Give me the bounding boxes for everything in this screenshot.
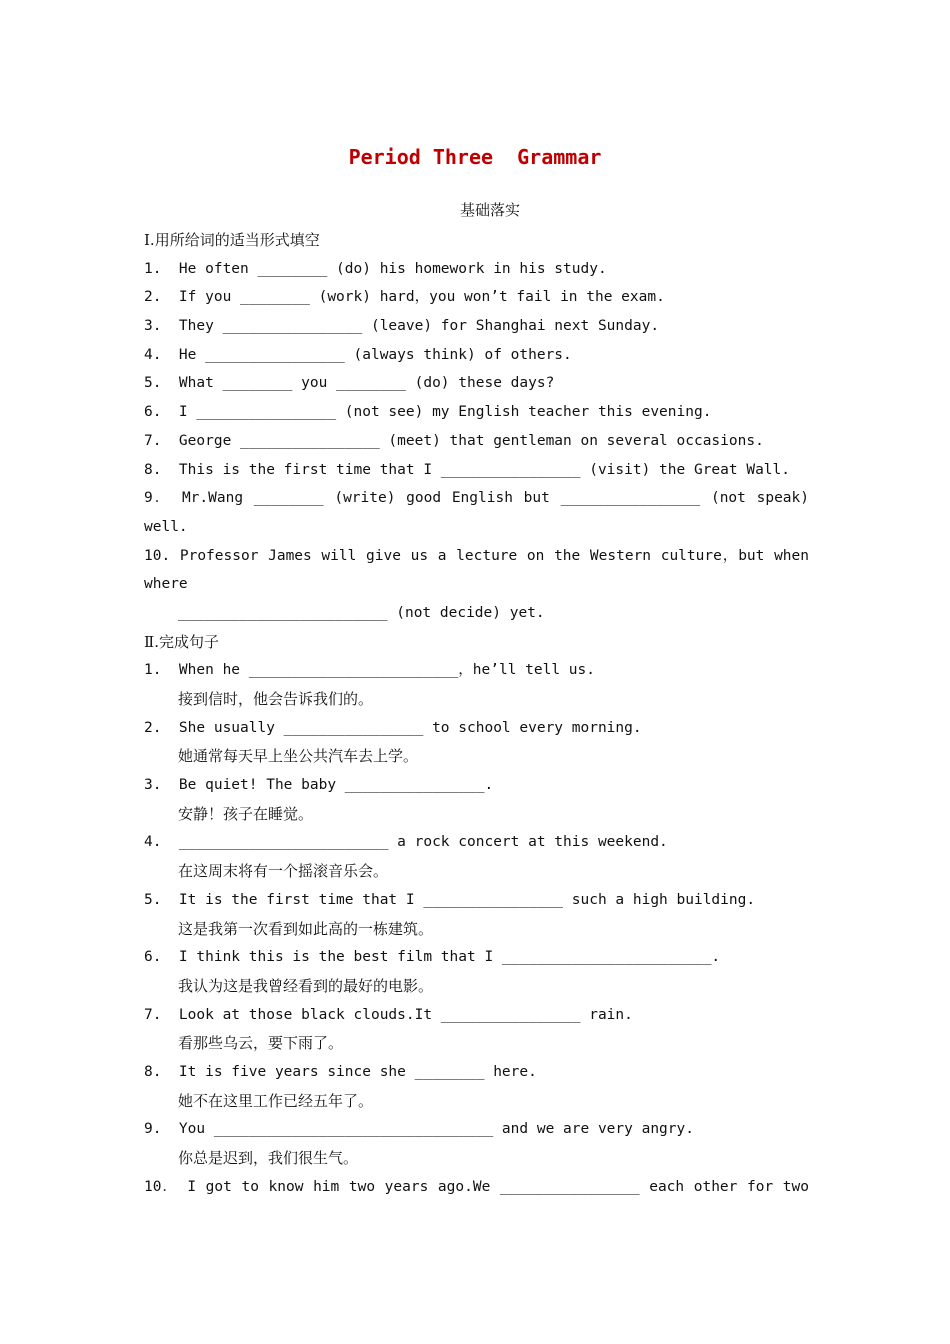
section2-header: Ⅱ.完成句子 <box>144 632 219 651</box>
worksheet-body <box>144 226 809 1201</box>
sentence-translation: 在这周末将有一个摇滚音乐会。 <box>178 862 389 881</box>
exercise-item: 8. This is the first time that I ________________ (visit) the Great Wall. <box>144 461 791 478</box>
sentence-translation: 接到信时，他会告诉我们的。 <box>178 690 374 708</box>
sentence-item: 6. I think this is the best film that I ________________________. <box>144 949 721 966</box>
exercise-item: 6. I ________________ (not see) my English teacher this evening. <box>144 404 712 421</box>
exercise-item-continued: well. <box>144 518 188 535</box>
sentence-translation: 看那些乌云，要下雨了。 <box>178 1034 344 1053</box>
page-title: Period Three Grammar <box>348 145 602 169</box>
exercise-item: 9． Mr.Wang ________ (write) good English but ________________ (not speak) <box>144 490 809 507</box>
sentence-item: 1. When he ________________________，he’ll tell us. <box>144 662 595 679</box>
sentence-translation: 这是我第一次看到如此高的一栋建筑。 <box>178 919 434 938</box>
section1-header: Ⅰ.用所给词的适当形式填空 <box>144 231 320 249</box>
sentence-item: 9. You ________________________________ and we are very angry. <box>144 1121 694 1138</box>
sentence-translation: 你总是迟到，我们很生气。 <box>178 1149 359 1167</box>
exercise-item: 5. What ________ you ________ (do) these days? <box>144 375 555 392</box>
sentence-item: 5. It is the first time that I ________________ such a high building. <box>144 891 756 908</box>
sentence-item: 10． I got to know him two years ago.We ________________ each other for two <box>144 1178 809 1195</box>
page-subtitle: 基础落实 <box>459 201 520 219</box>
sentence-item: 8. It is five years since she ________ here. <box>144 1063 537 1080</box>
exercise-item: 10. Professor James will give us a lecture on the Western culture，but when <box>144 547 809 564</box>
sentence-item: 3. Be quiet! The baby ________________. <box>144 777 494 794</box>
exercise-item-continued: ________________________ (not decide) yet. <box>178 604 545 621</box>
sentence-translation: 她不在这里工作已经五年了。 <box>178 1091 374 1110</box>
exercise-item: 3. They ________________ (leave) for Shanghai next Sunday. <box>144 318 660 335</box>
sentence-item: 4. ________________________ a rock concert at this weekend. <box>144 834 668 851</box>
exercise-item-continued: where <box>144 576 188 593</box>
sentence-translation: 安静！孩子在睡觉。 <box>178 804 314 823</box>
sentence-item: 2. She usually ________________ to school every morning. <box>144 719 642 736</box>
exercise-item: 1. He often ________ (do) his homework in his study. <box>144 260 607 277</box>
exercise-item: 4. He ________________ (always think) of others. <box>144 346 572 363</box>
exercise-item: 7. George ________________ (meet) that gentleman on several occasions. <box>144 432 764 449</box>
sentence-translation: 她通常每天早上坐公共汽车去上学。 <box>178 747 419 766</box>
exercise-item: 2. If you ________ (work) hard，you won’t fail in the exam. <box>144 289 665 306</box>
sentence-item: 7. Look at those black clouds.It ________________ rain. <box>144 1006 633 1023</box>
sentence-translation: 我认为这是我曾经看到的最好的电影。 <box>178 976 434 995</box>
